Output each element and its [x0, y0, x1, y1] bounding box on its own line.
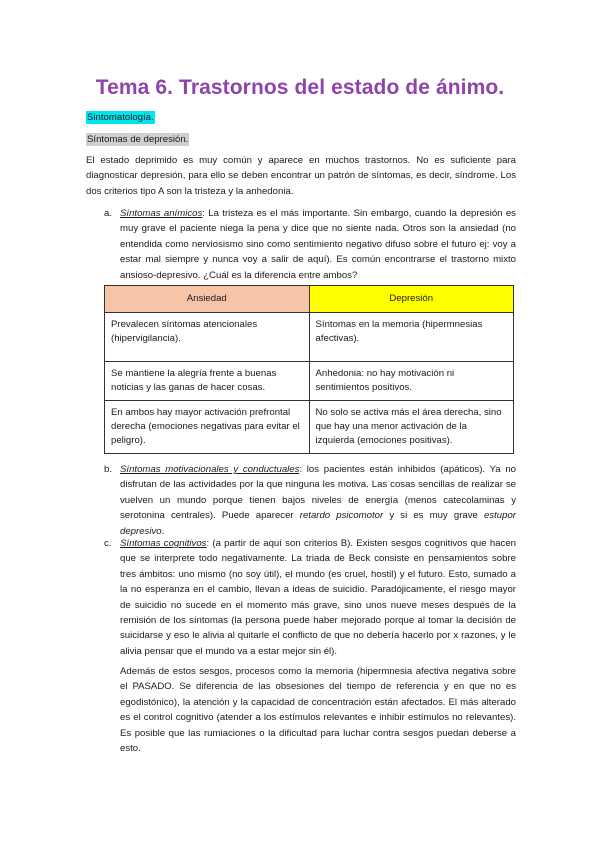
list-item-cognitivos [120, 536, 516, 659]
header-depresion: Depresión [309, 286, 514, 313]
term-cognitivos: Síntomas cognitivos [120, 538, 207, 549]
table-cell: Anhedonia: no hay motivación ni sentimientos positivos. [309, 362, 514, 401]
text-cognitivos: : (a partir de aquí son criterios B). Existen sesgos cognitivos que hacen que se interprete todo negativamente. La triada de Beck consiste en pensamientos sobre tres ámbitos: uno mismo (no soy útil), el mundo (es cruel, hostil) y el futuro. Esto, sumado a la no esperanza en el cambio, llevan a ideas de suicidio. Paradójicamente, el riesgo mayor de suicidio no sucede en el momento más grave, sino unos nueve meses después de la remisión de los síntomas (la persona puede haber mejorado porque al tomar la decisión de suicidarse y eso le alivia al quitarle el conflicto de que no debería hacerlo por x razones, y le alivia pensar que el mundo va a estar mejor sin él). [120, 538, 516, 657]
text-motivacionales-3: . [161, 525, 165, 537]
list-marker-a: a. [104, 208, 113, 219]
intro-paragraph: El estado deprimido es muy común y aparece en muchos trastornos. No es suficiente para diagnosticar depresión, para ello se deben encontrar un patrón de síntomas, es decir, síndrome. Los dos criterios tipo A son la tristeza y la anhedonia. [86, 155, 516, 197]
page-title: Tema 6. Trastornos del estado de ánimo. [95, 76, 505, 99]
header-ansiedad: Ansiedad [105, 286, 310, 313]
list-marker-c: c. [104, 538, 112, 549]
comparison-table [104, 285, 514, 454]
table-cell: Síntomas en la memoria (hipermnesias afectivas). [309, 313, 514, 362]
table-header-row [105, 286, 514, 313]
table-cell: En ambos hay mayor activación prefrontal derecha (emociones negativas para evitar el peligro). [105, 401, 310, 454]
text-motivacionales-2: y si es muy grave [383, 510, 484, 522]
list-marker-b: b. [104, 464, 113, 475]
list-item-anímicos [120, 206, 516, 283]
term-animicos: Síntomas anímicos [120, 208, 203, 219]
italic-retardo: retardo psicomotor [299, 510, 384, 522]
term-motivacionales: Síntomas motivacionales y conductuales [120, 464, 300, 475]
table-cell: Prevalecen síntomas atencionales (hipervigilancia). [105, 313, 310, 362]
text-motivacionales-1: : los pacientes están inhibidos (apáticos). Ya no disfrutan de las actividades por la que ninguna les motiva. Las cosas sencillas de realizar se vuelven un mundo porque tienen bajos niveles de energía (menos catecolaminas y serotonina centrales). Puede aparecer [120, 464, 517, 522]
table-cell: No solo se activa más el área derecha, sino que hay una menor activación de la izquierda (emociones positivas). [309, 401, 514, 454]
section-heading: Sintomatología. [87, 112, 154, 123]
table-row [105, 362, 514, 401]
table-cell: Se mantiene la alegría frente a buenas noticias y las ganas de hacer cosas. [105, 362, 310, 401]
table-row [105, 313, 514, 362]
table-row [105, 401, 514, 454]
list-item-motivacionales [120, 462, 516, 539]
text-animicos: : La tristeza es el más importante. Sin embargo, cuando la depresión es muy grave el paciente niega la pena y dice que no siente nada. Otros son la ansiedad (no entendida como nerviosismo sino como sentimiento negativo difuso sobre el futuro ej: voy a estar mal siempre y nunca voy a salir de aquí). Es común encontrarse el trastorno mixto ansioso-depresivo. ¿Cuál es la diferencia entre ambos? [120, 208, 516, 281]
italic-estupor: estupor depresivo [120, 510, 516, 537]
subsection-heading: Síntomas de depresión. [87, 134, 189, 145]
cognitivos-continuation: Además de estos sesgos, procesos como la memoria (hipermnesia afectiva negativa sobre el PASADO. Se diferencia de las obsesiones del tiempo de referencia y en que no es egodistónico), la atención y la capacidad de concentración están afectados. El más alterado es el control cognitivo (atender a los estímulos relevantes e inhibir estímulos no relevantes). Es posible que las rumiaciones o la dificultad para luchar contra sesgos puedan deberse a esto. [120, 666, 516, 755]
